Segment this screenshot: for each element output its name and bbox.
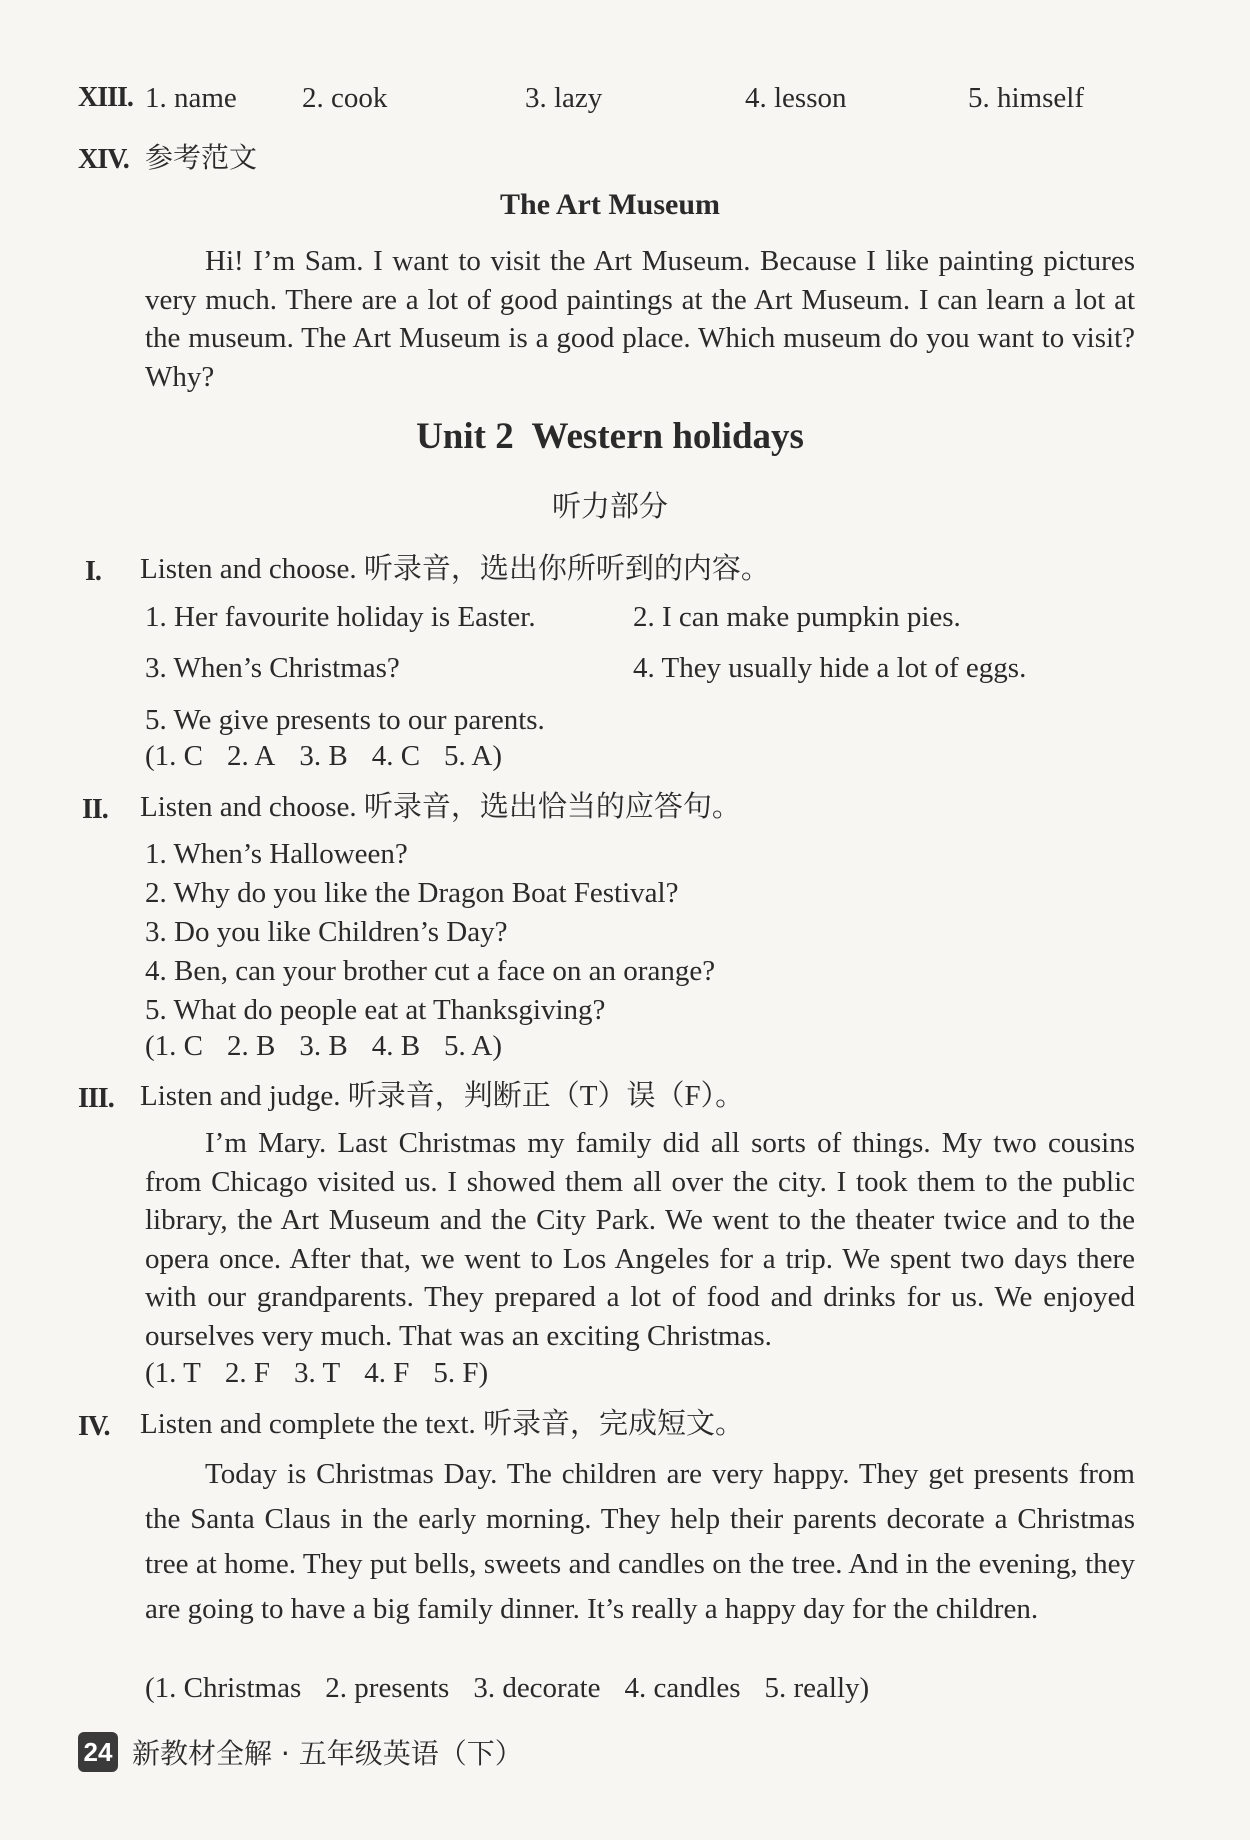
part-subtitle: 听力部分	[551, 489, 668, 523]
answer: 3. T	[294, 1357, 341, 1389]
section-instruction: Listen and choose. 听录音，选出你所听到的内容。	[140, 553, 770, 585]
answer: 3. decorate	[473, 1672, 601, 1704]
section-instruction: Listen and complete the text. 听录音，完成短文。	[140, 1408, 745, 1440]
listening-passage: Today is Christmas Day. The children are very happy. They get presents from the Santa Claus in the early morning. They help their parents decorate a Christmas tree at home. They put bells, sweets and candles on the tree. And in the evening, they are going to have a big family dinner. It’s really a happy day for the children.	[145, 1458, 1135, 1625]
listening-item: 1. Her favourite holiday is Easter.	[145, 601, 536, 633]
essay-title: The Art Museum	[500, 188, 720, 221]
answer: 2. B	[227, 1030, 276, 1062]
section-number: XIV.	[78, 144, 129, 175]
answer-key	[145, 1357, 512, 1390]
listening-item: 2. I can make pumpkin pies.	[633, 601, 961, 633]
section-number: IV.	[78, 1411, 110, 1442]
answer: 2. A	[227, 740, 276, 772]
answer: 2. F	[224, 1357, 270, 1389]
answer-item: 1. name	[145, 82, 237, 114]
answer: (1. C	[145, 1030, 203, 1062]
page-footer	[78, 1730, 523, 1774]
listening-item: 4. Ben, can your brother cut a face on an orange?	[145, 955, 716, 987]
answer-key	[145, 1672, 893, 1705]
section-number: III.	[78, 1083, 114, 1114]
section-number: XIII.	[78, 82, 133, 113]
listening-item: 5. What do people eat at Thanksgiving?	[145, 994, 606, 1026]
essay-paragraph: Hi! I’m Sam. I want to visit the Art Museum. Because I like painting pictures very much. There are a lot of good paintings at the Art Museum. I can learn a lot at the museum. The Art Museum is a good place. Which museum do you want to visit? Why?	[145, 245, 1135, 393]
answer: 4. B	[371, 1030, 421, 1062]
listening-item: 3. When’s Christmas?	[145, 652, 400, 684]
listening-item: 5. We give presents to our parents.	[145, 704, 545, 736]
answer: (1. T	[145, 1357, 201, 1389]
answer: 3. B	[299, 1030, 348, 1062]
listening-passage: I’m Mary. Last Christmas my family did all sorts of things. My two cousins from Chicago visited us. I showed them all over the city. I took them to the public library, the Art Museum and the City Park. We went to the theater twice and to the opera once. After that, we went to Los Angeles for a trip. We spent two days there with our grandparents. They prepared a lot of food and drinks for us. We enjoyed ourselves very much. That was an exciting Christmas.	[145, 1127, 1135, 1352]
book-title: 新教材全解 · 五年级英语（下）	[132, 1737, 523, 1770]
unit-title: Unit 2 Western holidays	[416, 416, 804, 457]
section-instruction: Listen and choose. 听录音，选出恰当的应答句。	[140, 791, 741, 823]
answer: 2. presents	[325, 1672, 450, 1704]
answer: 5. F)	[433, 1357, 489, 1389]
section-instruction: Listen and judge. 听录音，判断正（T）误（F）。	[140, 1080, 745, 1112]
section-number: II.	[82, 794, 108, 825]
section-label: 参考范文	[145, 141, 258, 174]
listening-item: 1. When’s Halloween?	[145, 838, 408, 870]
page-number: 24	[78, 1732, 118, 1772]
answer: 3. B	[299, 740, 348, 772]
listening-item: 3. Do you like Children’s Day?	[145, 916, 508, 948]
answer: (1. Christmas	[145, 1672, 302, 1704]
answer-item: 4. lesson	[745, 82, 847, 114]
answer: 4. F	[364, 1357, 410, 1389]
answer: 5. A)	[444, 1030, 503, 1062]
answer-key	[145, 1030, 526, 1063]
answer: 5. really)	[764, 1672, 870, 1704]
answer-item: 5. himself	[968, 82, 1084, 114]
answer-key	[145, 740, 526, 773]
listening-item: 4. They usually hide a lot of eggs.	[633, 652, 1027, 684]
answer-item: 3. lazy	[525, 82, 603, 114]
answer: 5. A)	[444, 740, 503, 772]
listening-item: 2. Why do you like the Dragon Boat Festival?	[145, 877, 679, 909]
answer: 4. C	[371, 740, 421, 772]
section-number: I.	[85, 556, 101, 587]
answer: 4. candles	[624, 1672, 741, 1704]
answer: (1. C	[145, 740, 203, 772]
answer-item: 2. cook	[302, 82, 388, 114]
